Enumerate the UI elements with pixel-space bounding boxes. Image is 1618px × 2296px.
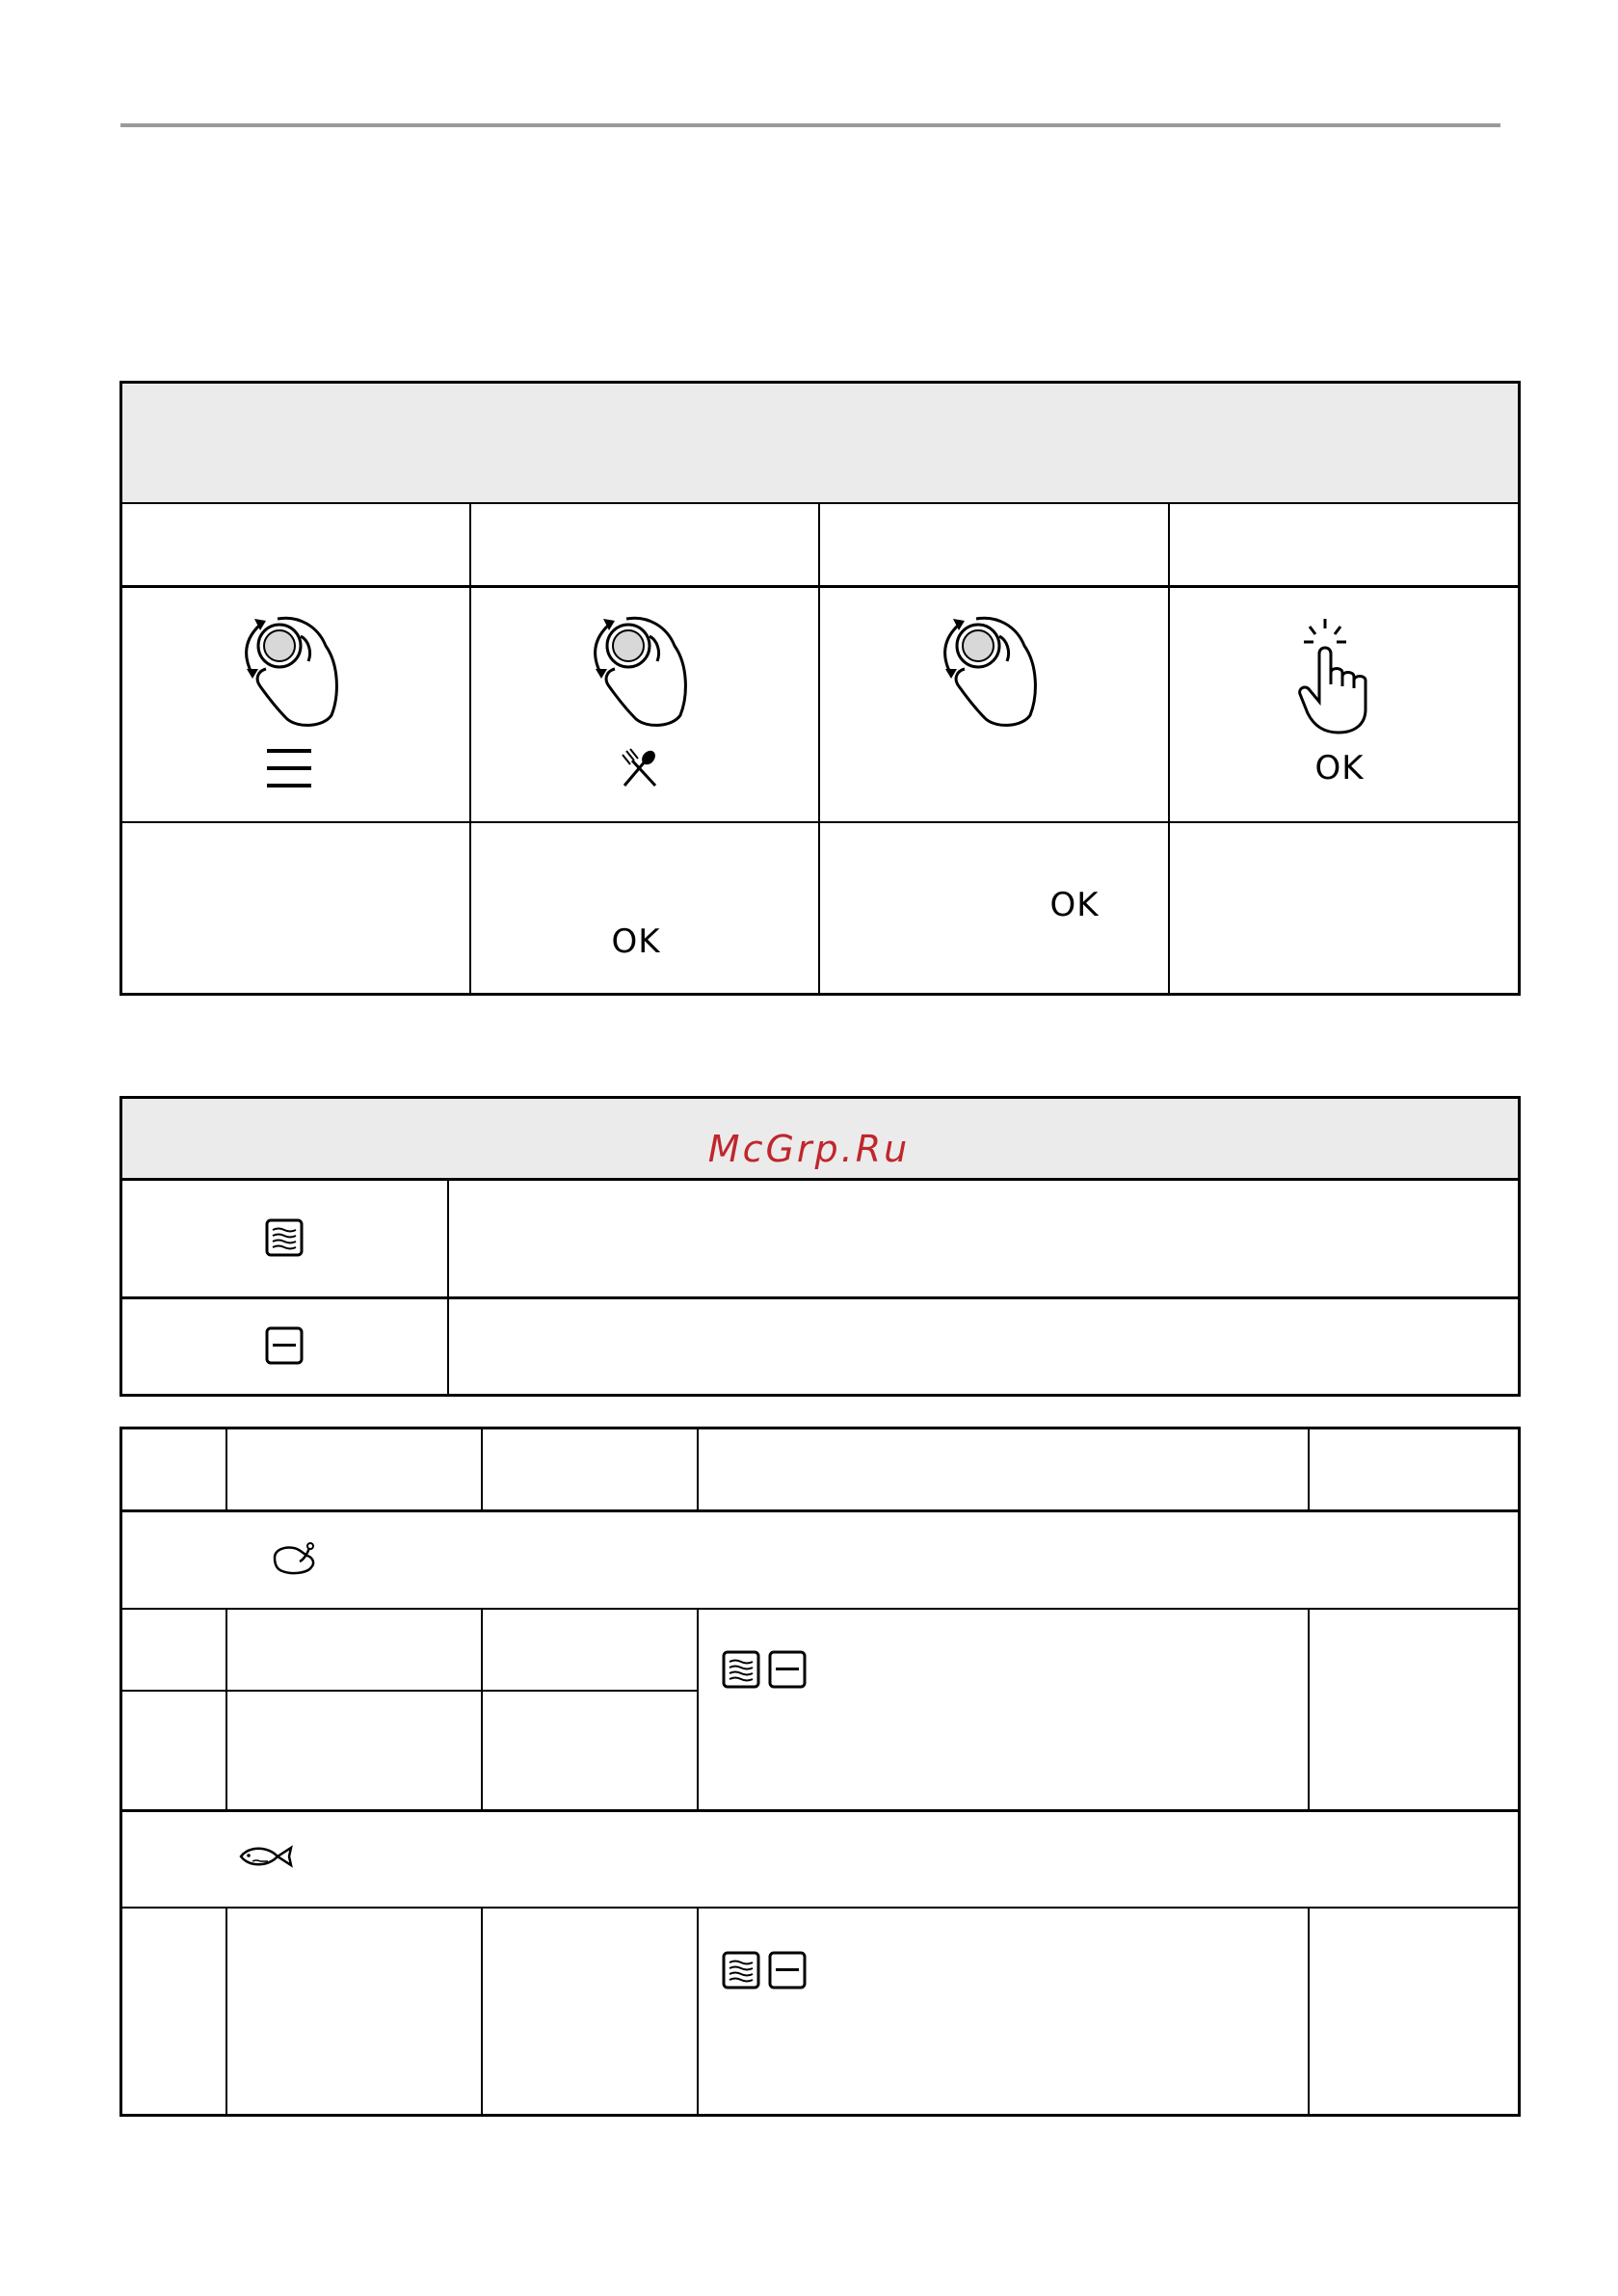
step2-ok-label: OK bbox=[611, 922, 661, 961]
watermark: McGrp.Ru bbox=[707, 1128, 911, 1170]
poultry-icon bbox=[268, 1538, 320, 1581]
rotate-knob-hand-icon bbox=[226, 607, 352, 733]
conventional-function-icon bbox=[260, 1324, 308, 1367]
fish-icon bbox=[237, 1837, 295, 1876]
top-rule bbox=[120, 123, 1500, 127]
steps-table-header bbox=[120, 382, 1520, 503]
steam-function-icon bbox=[260, 1216, 308, 1259]
step3-ok-label: OK bbox=[1049, 886, 1100, 924]
block1-function-icons bbox=[721, 1648, 809, 1691]
block2-function-icons bbox=[721, 1949, 809, 1991]
rotate-knob-hand-icon bbox=[925, 607, 1050, 733]
rotate-knob-hand-icon bbox=[575, 607, 701, 733]
step4-ok-label: OK bbox=[1314, 749, 1365, 788]
cutlery-icon bbox=[619, 747, 661, 789]
press-finger-icon bbox=[1291, 615, 1388, 738]
menu-icon bbox=[265, 744, 313, 792]
